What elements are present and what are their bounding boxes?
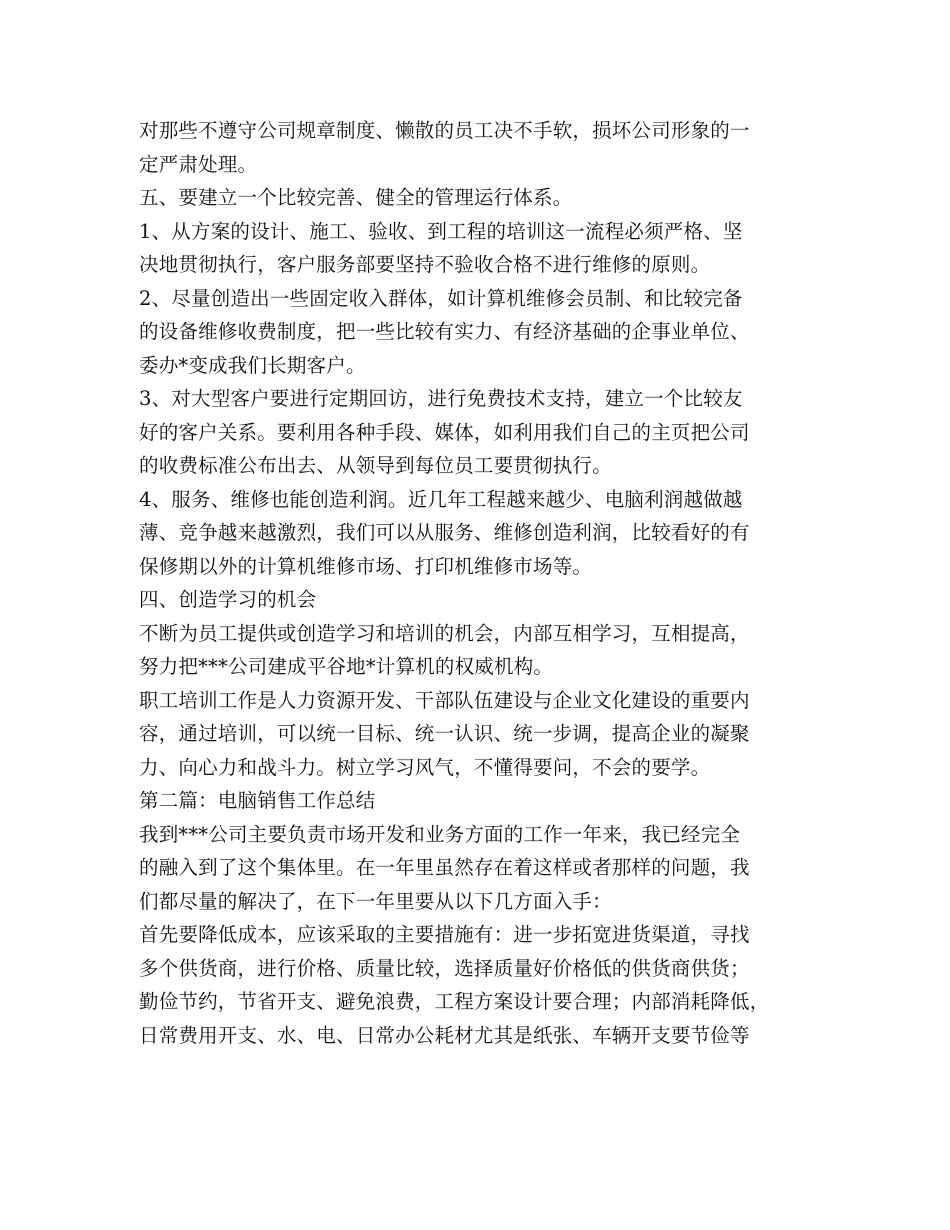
text-line: 决地贯彻执行，客户服务部要坚持不验收合格不进行维修的原则。 [139,253,711,276]
text-line: 好的客户关系。要利用各种手段、媒体，如利用我们自己的主页把公司 [139,420,750,444]
text-line: 4、服务、维修也能创造利润。近几年工程越来越少、电脑利润越做越 [139,487,743,511]
text-line: 的收费标准公布出去、从领导到每位员工要贯彻执行。 [139,454,612,477]
text-line: 薄、竞争越来越激烈，我们可以从服务、维修创造利润，比较看好的有 [139,521,750,544]
section-heading: 五、要建立一个比较完善、健全的管理运行体系。 [139,186,573,209]
text-line: 2、尽量创造出一些固定收入群体，如计算机维修会员制、和比较完备 [139,286,743,310]
text-line: 勤俭节约，节省开支、避免浪费，工程方案设计要合理；内部消耗降低， [139,990,770,1013]
text-line: 我到***公司主要负责市场开发和业务方面的工作一年来，我已经完全 [139,822,741,846]
text-line: 力、向心力和战斗力。树立学习风气，不懂得要问，不会的要学。 [139,755,711,779]
text-line: 容，通过培训，可以统一目标、统一认识、统一步调，提高企业的凝聚 [139,722,750,745]
text-line: 3、对大型客户要进行定期回访，进行免费技术支持，建立一个比较友 [139,387,743,410]
text-line: 们都尽量的解决了，在下一年里要从以下几方面入手： [139,889,612,913]
text-line: 不断为员工提供或创造学习和培训的机会，内部互相学习，互相提高， [139,621,750,645]
text-line: 委办*变成我们长期客户。 [139,353,366,377]
text-line: 的设备维修收费制度，把一些比较有实力、有经济基础的企事业单位、 [139,320,750,343]
text-line: 1、从方案的设计、施工、验收、到工程的培训这一流程必须严格、坚 [139,219,743,243]
text-line: 职工培训工作是人力资源开发、干部队伍建设与企业文化建设的重要内 [139,688,750,712]
section-heading: 四、创造学习的机会 [139,588,317,611]
text-line: 多个供货商，进行价格、质量比较，选择质量好价格低的供货商供货； [139,956,750,980]
text-line: 首先要降低成本，应该采取的主要措施有：进一步拓宽进货渠道，寻找 [139,923,750,946]
text-line: 保修期以外的计算机维修市场、打印机维修市场等。 [139,554,593,578]
text-line: 日常费用开支、水、电、日常办公耗材尤其是纸张、车辆开支要节俭等 [139,1023,750,1047]
chapter-heading: 第二篇：电脑销售工作总结 [139,789,376,812]
text-line: 努力把***公司建成平谷地*计算机的权威机构。 [139,655,554,678]
text-line: 的融入到了这个集体里。在一年里虽然存在着这样或者那样的问题，我 [139,856,750,879]
document-body [139,114,829,1052]
text-line: 定严肃处理。 [139,152,258,176]
text-line: 对那些不遵守公司规章制度、懒散的员工决不手软，损坏公司形象的一 [139,119,750,142]
